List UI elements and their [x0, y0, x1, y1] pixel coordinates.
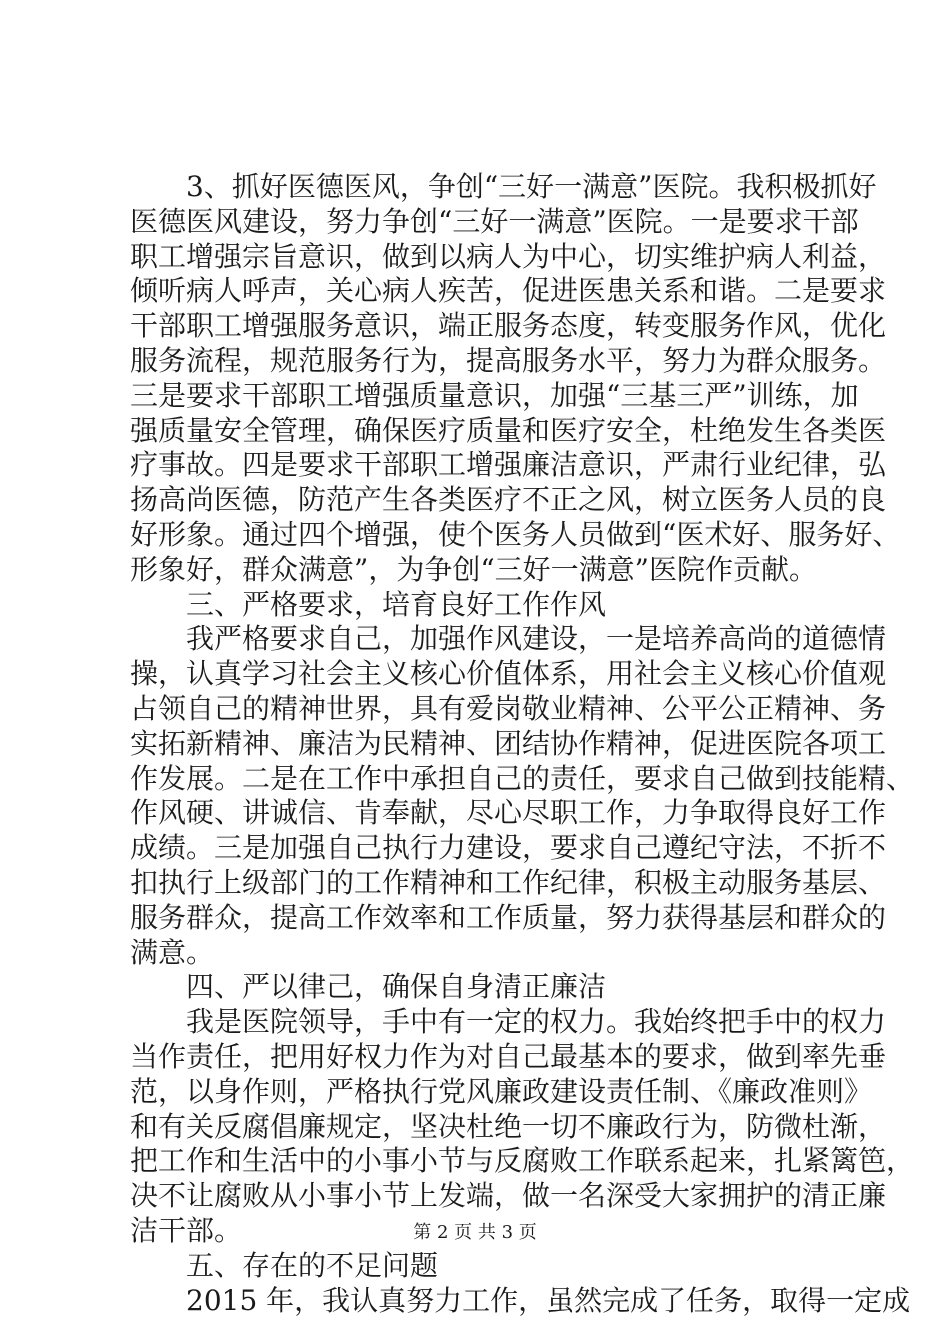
text-line: 作发展。二是在工作中承担自己的责任，要求自己做到技能精、 [130, 761, 915, 795]
text-line: 决不让腐败从小事小节上发端，做一名深受大家拥护的清正廉 [130, 1179, 887, 1213]
text-line: 服务群众，提高工作效率和工作质量，努力获得基层和群众的 [130, 900, 887, 934]
document-body [130, 170, 915, 1318]
text-line: 三是要求干部职工增强质量意识，加强“三基三严”训练，加 [130, 378, 859, 412]
text-line: 四、严以律己，确保自身清正廉洁 [186, 970, 607, 1004]
text-line: 倾听病人呼声，关心病人疾苦，促进医患关系和谐。二是要求 [130, 274, 887, 308]
text-line: 3、抓好医德医风，争创“三好一满意”医院。我积极抓好 [186, 170, 877, 203]
text-line: 扬高尚医德，防范产生各类医疗不正之风，树立医务人员的良 [130, 483, 887, 517]
text-line: 当作责任，把用好权力作为对自己最基本的要求，做到率先垂 [130, 1039, 887, 1073]
text-line: 作风硬、讲诚信、肯奉献，尽心尽职工作，力争取得良好工作 [130, 796, 887, 830]
text-line: 三、严格要求，培育良好工作作风 [186, 587, 607, 621]
text-line: 和有关反腐倡廉规定，坚决杜绝一切不廉政行为，防微杜渐， [130, 1109, 887, 1143]
text-line: 五、存在的不足问题 [186, 1248, 439, 1282]
text-line: 操，认真学习社会主义核心价值体系，用社会主义核心价值观 [130, 657, 887, 691]
text-line: 扣执行上级部门的工作精神和工作纪律，积极主动服务基层、 [130, 865, 887, 899]
text-line: 成绩。三是加强自己执行力建设，要求自己遵纪守法，不折不 [130, 831, 887, 865]
text-line: 好形象。通过四个增强，使个医务人员做到“医术好、服务好、 [130, 517, 901, 551]
text-line: 把工作和生活中的小事小节与反腐败工作联系起来，扎紧篱笆， [130, 1144, 915, 1178]
text-line: 实拓新精神、廉洁为民精神、团结协作精神，促进医院各项工 [130, 726, 887, 760]
text-line: 满意。 [130, 935, 215, 969]
text-line: 2015 年，我认真努力工作，虽然完成了任务，取得一定成 [186, 1283, 911, 1317]
text-line: 形象好，群众满意”，为争创“三好一满意”医院作贡献。 [130, 552, 817, 586]
text-line: 强质量安全管理，确保医疗质量和医疗安全，杜绝发生各类医 [130, 413, 887, 447]
text-line: 干部职工增强服务意识，端正服务态度，转变服务作风，优化 [130, 309, 887, 343]
page-footer: 第 2 页 共 3 页 [413, 1222, 537, 1243]
text-line: 职工增强宗旨意识，做到以病人为中心，切实维护病人利益， [130, 239, 887, 273]
text-line: 范，以身作则，严格执行党风廉政建设责任制、《廉政准则》 [130, 1074, 873, 1108]
text-line: 医德医风建设，努力争创“三好一满意”医院。一是要求干部 [130, 204, 859, 238]
text-line: 我是医院领导，手中有一定的权力。我始终把手中的权力 [186, 1005, 887, 1039]
text-line: 疗事故。四是要求干部职工增强廉洁意识，严肃行业纪律，弘 [130, 448, 887, 482]
text-line: 我严格要求自己，加强作风建设，一是培养高尚的道德情 [186, 622, 887, 656]
text-line: 洁干部。 [130, 1213, 243, 1247]
text-line: 占领自己的精神世界，具有爱岗敬业精神、公平公正精神、务 [130, 691, 887, 725]
text-line: 服务流程，规范服务行为，提高服务水平，努力为群众服务。 [130, 343, 887, 377]
